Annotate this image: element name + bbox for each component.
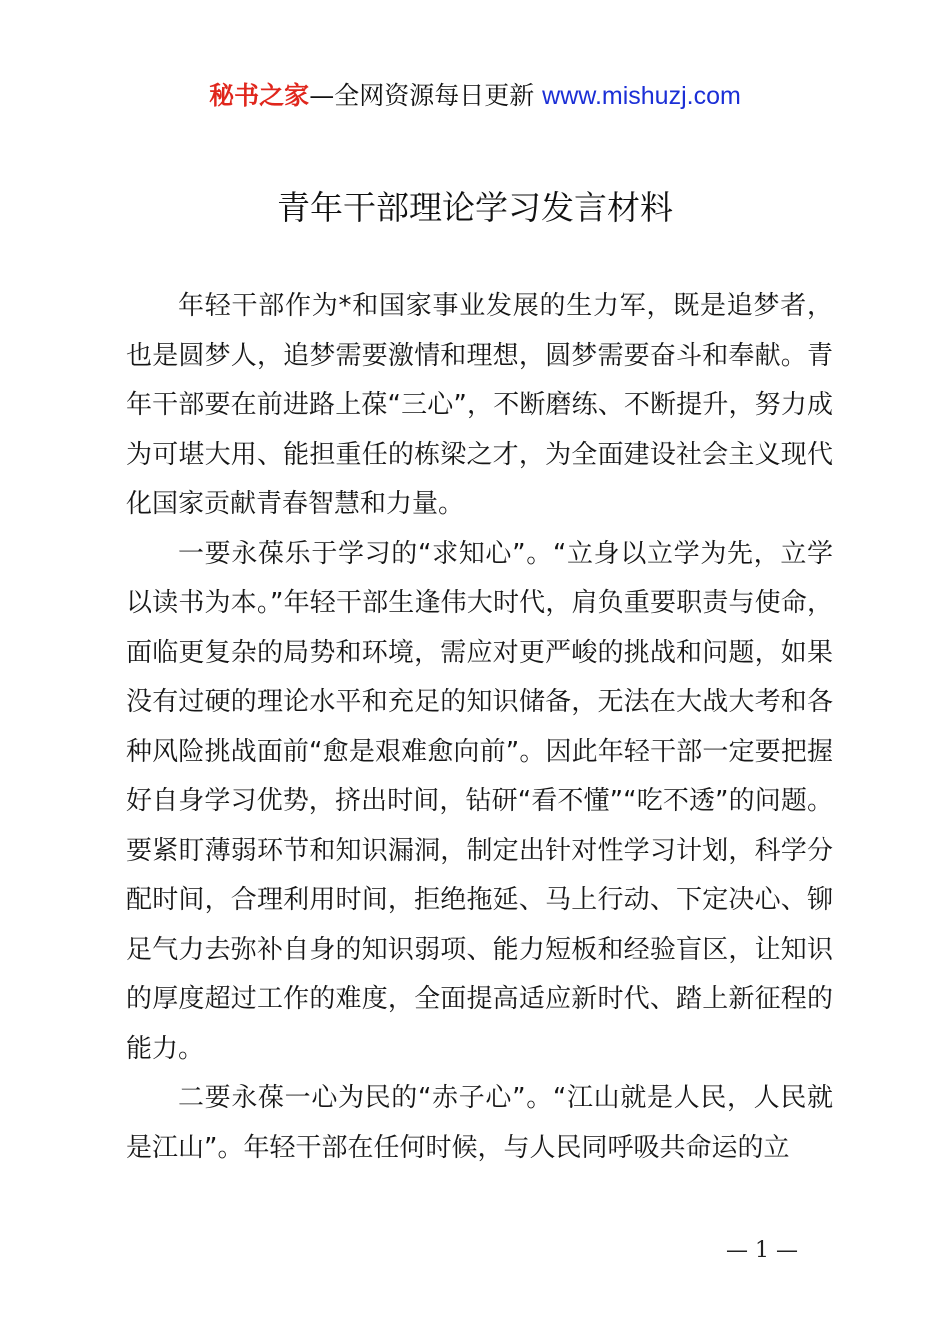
paragraph-point-one: 一要永葆乐于学习的“求知心”。“立身以立学为先，立学以读书为本。”年轻干部生逢伟大时代，肩负重要职责与使命，面临更复杂的局势和环境，需应对更严峻的挑战和问题，如果没有过硬的理论水平和充足的知识储备，无法在大战大考和各种风险挑战面前“愈是艰难愈向前”。因此年轻干部一定要把握好自身学习优势，挤出时间，钻研“看不懂”“吃不透”的问题。要紧盯薄弱环节和知识漏洞，制定出针对性学习计划，科学分配时间，合理利用时间，拒绝拖延、马上行动、下定决心、铆足气力去弥补自身的知识弱项、能力短板和经验盲区，让知识的厚度超过工作的难度，全面提高适应新时代、踏上新征程的能力。 <box>126 538 833 1064</box>
paragraph-intro: 年轻干部作为*和国家事业发展的生力军，既是追梦者，也是圆梦人，追梦需要激情和理想，圆梦需要奋斗和奉献。青年干部要在前进路上葆“三心”，不断磨练、不断提升，努力成为可堪大用、能担重任的栋梁之才，为全面建设社会主义现代化国家贡献青春智慧和力量。 <box>126 291 833 519</box>
site-url-link[interactable]: www.mishuzj.com <box>542 82 741 110</box>
site-header <box>0 78 950 114</box>
page-number: — 1 — <box>726 1238 798 1263</box>
document-title: 青年干部理论学习发言材料 <box>277 188 673 227</box>
header-tagline: —全网资源每日更新 <box>309 81 535 110</box>
document-body <box>126 282 833 1173</box>
paragraph-point-two: 二要永葆一心为民的“赤子心”。“江山就是人民，人民就是江山”。年轻干部在任何时候，与人民同呼吸共命运的立 <box>126 1083 833 1163</box>
brand-name: 秘书之家 <box>209 81 310 110</box>
